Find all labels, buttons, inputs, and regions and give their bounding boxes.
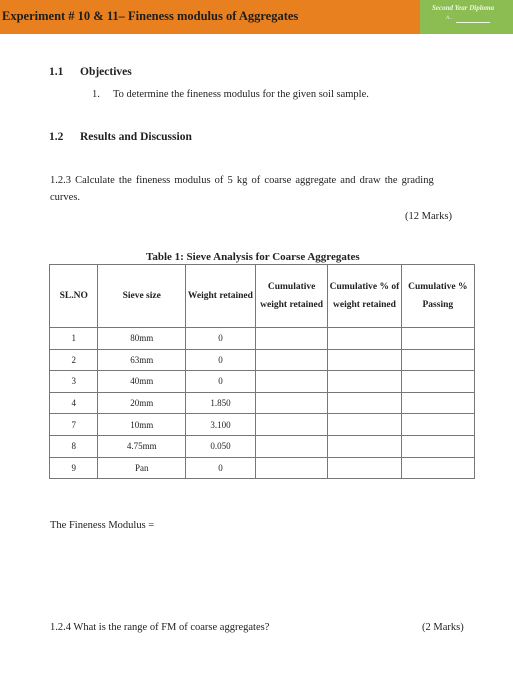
- question-2-marks: (2 Marks): [422, 622, 464, 633]
- cell-sl-no: 9: [50, 457, 98, 479]
- header-cumulative-percent-passing: Cumulative % Passing: [401, 265, 474, 328]
- results-heading: Results and Discussion: [80, 131, 192, 143]
- cell-weight-retained: 0: [185, 457, 255, 479]
- table-row: [50, 392, 475, 414]
- question-1-text-continued: curves.: [50, 192, 81, 203]
- results-number: 1.2: [49, 131, 64, 143]
- cell-sl-no: 2: [50, 349, 98, 371]
- cell-sl-no: 8: [50, 435, 98, 457]
- header-sieve-size: Sieve size: [98, 265, 185, 328]
- page-header: [0, 0, 513, 34]
- cell-cumulative-weight: [255, 435, 327, 457]
- question-1-text: 1.2.3 Calculate the fineness modulus of 5 kg of coarse aggregate and draw the grading: [50, 175, 434, 186]
- cell-percent-passing: [401, 349, 474, 371]
- cell-sieve-size: 20mm: [98, 392, 185, 414]
- cell-cumulative-weight: [255, 414, 327, 436]
- cell-cumulative-weight: [255, 349, 327, 371]
- objectives-heading: Objectives: [80, 66, 132, 78]
- header-title: Experiment # 10 & 11– Fineness modulus of Aggregates: [2, 9, 299, 23]
- cell-weight-retained: 0: [185, 328, 255, 350]
- cell-cumulative-percent: [328, 392, 401, 414]
- cell-percent-passing: [401, 392, 474, 414]
- cell-sl-no: 3: [50, 371, 98, 393]
- cell-percent-passing: [401, 457, 474, 479]
- objective-item-text: To determine the fineness modulus for the given soil sample.: [113, 89, 369, 100]
- header-cumulative-percent-retained: Cumulative % of weight retained: [328, 265, 401, 328]
- question-2-text: 1.2.4 What is the range of FM of coarse aggregates?: [50, 622, 270, 633]
- header-cumulative-weight-retained: Cumulative weight retained: [255, 265, 327, 328]
- cell-sieve-size: 4.75mm: [98, 435, 185, 457]
- table-row: [50, 457, 475, 479]
- table-row: [50, 414, 475, 436]
- question-1-marks: (12 Marks): [405, 211, 452, 222]
- cell-sl-no: 4: [50, 392, 98, 414]
- cell-percent-passing: [401, 328, 474, 350]
- cell-percent-passing: [401, 371, 474, 393]
- cell-cumulative-percent: [328, 371, 401, 393]
- cell-cumulative-percent: [328, 328, 401, 350]
- cell-cumulative-percent: [328, 349, 401, 371]
- cell-weight-retained: 0.050: [185, 435, 255, 457]
- cell-sieve-size: 40mm: [98, 371, 185, 393]
- cell-cumulative-weight: [255, 457, 327, 479]
- cell-percent-passing: [401, 435, 474, 457]
- cell-cumulative-percent: [328, 457, 401, 479]
- header-weight-retained: Weight retained: [185, 265, 255, 328]
- cell-cumulative-weight: [255, 328, 327, 350]
- cell-weight-retained: 3.100: [185, 414, 255, 436]
- header-sl-no: SL.NO: [50, 265, 98, 328]
- fineness-modulus-label: The Fineness Modulus =: [50, 520, 155, 531]
- logo-divider: [456, 22, 490, 23]
- table-header-row: [50, 265, 475, 328]
- table-row: [50, 371, 475, 393]
- sieve-analysis-table: [49, 264, 475, 479]
- table-row: [50, 328, 475, 350]
- cell-cumulative-weight: [255, 371, 327, 393]
- logo-subtext: A...: [446, 16, 453, 21]
- cell-sieve-size: Pan: [98, 457, 185, 479]
- cell-cumulative-percent: [328, 414, 401, 436]
- logo-text: Second Year Diploma: [432, 4, 495, 12]
- objectives-number: 1.1: [49, 66, 64, 78]
- diploma-logo: [420, 0, 513, 34]
- cell-weight-retained: 0: [185, 371, 255, 393]
- table-row: [50, 349, 475, 371]
- cell-sieve-size: 80mm: [98, 328, 185, 350]
- cell-weight-retained: 0: [185, 349, 255, 371]
- table-caption: Table 1: Sieve Analysis for Coarse Aggregates: [146, 251, 360, 263]
- cell-sieve-size: 10mm: [98, 414, 185, 436]
- cell-sl-no: 7: [50, 414, 98, 436]
- cell-cumulative-weight: [255, 392, 327, 414]
- cell-sl-no: 1: [50, 328, 98, 350]
- cell-cumulative-percent: [328, 435, 401, 457]
- cell-percent-passing: [401, 414, 474, 436]
- cell-weight-retained: 1.850: [185, 392, 255, 414]
- cell-sieve-size: 63mm: [98, 349, 185, 371]
- table-row: [50, 435, 475, 457]
- objective-item-number: 1.: [92, 89, 100, 100]
